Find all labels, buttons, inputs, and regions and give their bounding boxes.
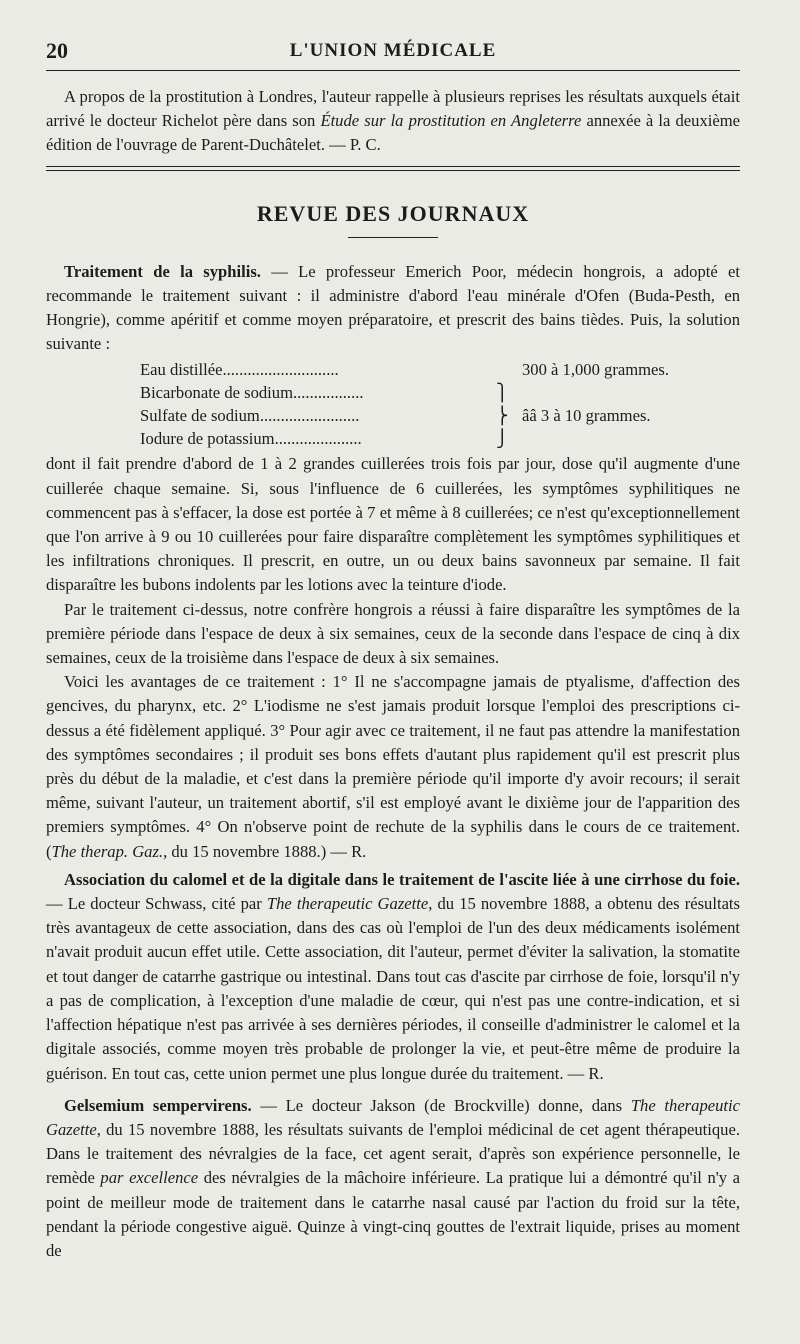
formula-row	[140, 427, 730, 450]
article-heading-calomel: Association du calomel et de la digitale dans le traitement de l'ascite liée à une cirrhose du foie.	[64, 869, 740, 889]
journal-citation: The therap. Gaz.	[51, 841, 164, 861]
ingredient-dose: 300 à 1,000 grammes.	[522, 360, 670, 380]
calomel-text-end: , du 15 novembre 1888, a obtenu des résultats très avantageux de cette association, dans des cas où l'emploi de l'un des deux médicaments isolément n'avait produit aucun effet utile. Cette association, dit l'auteur, permet d'éviter la salivation, la stomatite et tout danger de catarrhe gastrique ou intestinal. Dans tout cas d'ascite par cirrhose de foie, lorsqu'il n'y a pas de complication, à l'exception d'une maladie de cœur, qui n'est pas une contre-indication, et si l'affection hépatique n'est pas arrivée à ses dernières périodes, il conseille d'administrer le calomel et la digitale associés, comme moyen très probable de prolonger la vie, et peut-être même de produire la guérison. En tout cas, cette union permet une plus longue durée du traitement. — R.	[46, 894, 741, 1083]
section-divider	[46, 166, 740, 171]
formula-brace: ⎬	[496, 406, 509, 426]
article-heading-gelsemium: Gelsemium sempervirens.	[64, 1095, 252, 1115]
syphilis-text-4: Voici les avantages de ce traitement : 1° Il ne s'accompagne jamais de ptyalisme, d'affection des gencives, du pharynx, etc. 2° L'iodisme ne s'est jamais produit lorsque l'emploi des prescriptions ci-dessus a été fidèlement appliqué. 3° Pour agir avec ce traitement, il ne faut pas attendre la manifestation des symptômes secondaires ; il produit ses bons effets d'autant plus rapidement qu'il est prescrit plus près du début de la maladie, et c'est dans la première période qu'il importe d'y avoir recours; il serait même, suivant l'auteur, un traitement abortif, s'il est employé avant le dixième jour de l'apparition des premiers symptômes. 4° On n'observe point de rechute de la syphilis dans le cours de ce traitement. (	[46, 672, 740, 861]
ingredient-name: Sulfate de sodium........................	[140, 406, 360, 426]
ingredient-name: Bicarbonate de sodium.................	[140, 383, 364, 403]
page-header	[46, 38, 740, 68]
formula-row	[140, 404, 730, 427]
formula-brace: ⎭	[496, 429, 509, 449]
intro-italic-title: Étude sur la prostitution en Angleterre	[320, 111, 582, 131]
header-rule	[46, 70, 740, 71]
gelsemium-paragraph	[46, 1094, 740, 1263]
section-title-rule	[348, 237, 438, 238]
formula-row	[140, 381, 730, 404]
ingredient-name: Eau distillée............................	[140, 360, 339, 380]
formula-brace: ⎫	[496, 383, 509, 403]
syphilis-text-4-end: , du 15 novembre 1888.) — R.	[163, 841, 367, 861]
page-number: 20	[46, 38, 68, 63]
intro-paragraph	[46, 85, 740, 158]
syphilis-paragraph-2: dont il fait prendre d'abord de 1 à 2 grandes cuillerées trois fois par jour, dose qu'il augmente d'une cuillerée chaque semaine. Si, sous l'influence de 6 cuillerées, les symptômes syphilitiques ne commencent pas à s'effacer, la dose est portée à 7 et même à 8 cuillerées; ce n'est qu'exceptionnellement que l'on arrive à 9 ou 10 cuillerées pour faire disparaître complètement les symptômes syphilitiques et les infiltrations chroniques. Il prescrit, en outre, un ou deux bains savonneux par semaine. Il fait disparaître les bubons indolents par les lotions avec la teinture d'iode.	[46, 454, 740, 595]
emphasis-phrase: par excellence	[100, 1168, 199, 1188]
running-title: L'UNION MÉDICALE	[289, 40, 497, 61]
formula-brace	[496, 358, 514, 381]
ingredient-dose	[514, 381, 730, 404]
section-title: REVUE DES JOURNAUX	[256, 200, 530, 226]
intro-text: A propos de la prostitution à Londres, l'auteur rappelle à plusieurs reprises les résultats auxquels était arrivé le docteur Richelot père dans son	[46, 87, 740, 131]
gelsemium-text-mid: , du 15 novembre 1888, les résultats suivants de l'emploi médicinal de cet agent thérapeutique. Dans le traitement des névralgies de la face, cet agent serait, d'après son expérience personnelle, le remède	[46, 1119, 740, 1188]
ingredient-name: Iodure de potassium.....................	[140, 429, 362, 449]
syphilis-paragraph-1	[46, 260, 740, 357]
syphilis-paragraph-3: Par le traitement ci-dessus, notre confrère hongrois a réussi à faire disparaître les symptômes de la première période dans l'espace de deux à six semaines, ceux de la seconde dans l'espace de cinq à dix semaines, ceux de la troisième dans l'espace de deux à six semaines.	[46, 599, 740, 668]
gelsemium-text-end: des névralgies de la mâchoire inférieure. La pratique lui a démontré qu'il n'y a point de meilleur mode de traitement dans le catarrhe nasal causé par l'action du froid sur la tête, pendant la période congestive aiguë. Quinze à vingt-cinq gouttes de l'extrait liquide, prises au moment de	[46, 1168, 740, 1260]
formula-row	[140, 358, 730, 381]
journal-citation: The therapeutic Gazette	[266, 894, 429, 914]
article-heading-syphilis: Traitement de la syphilis.	[64, 261, 261, 281]
ingredient-dose	[514, 427, 730, 450]
syphilis-paragraph-4	[46, 670, 740, 864]
intro-text-end: annexée à la deuxième édition de l'ouvrage de Parent-Duchâtelet. — P. C.	[46, 111, 740, 155]
calomel-text: — Le docteur Schwass, cité par	[46, 894, 267, 914]
journal-citation: The therapeutic Gazette	[46, 1095, 740, 1139]
calomel-paragraph	[46, 868, 740, 1086]
syphilis-text-1: — Le professeur Emerich Poor, médecin hongrois, a adopté et recommande le traitement suivant : il administre d'abord l'eau minérale d'Ofen (Buda-Pesth, en Hongrie), comme apéritif et comme moyen préparatoire, et prescrit des bains tièdes. Puis, la solution suivante :	[46, 261, 740, 354]
ingredient-dose: ââ 3 à 10 grammes.	[522, 406, 651, 426]
gelsemium-text: — Le docteur Jakson (de Brockville) donne, dans	[251, 1095, 631, 1115]
prescription-formula	[140, 358, 730, 450]
